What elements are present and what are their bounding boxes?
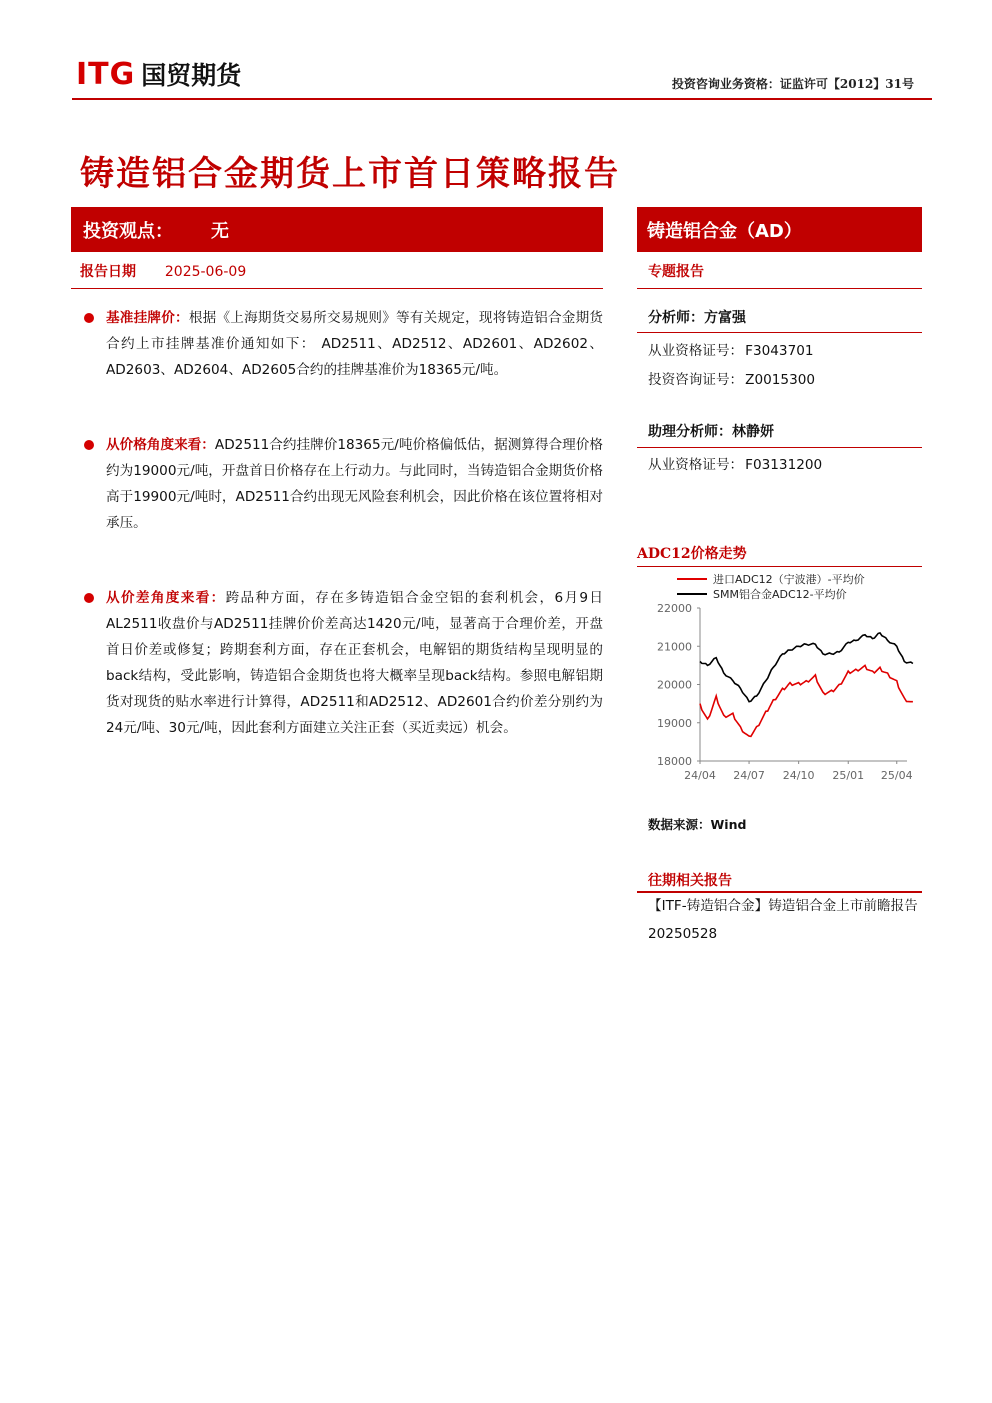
analyst-cert <box>648 339 814 359</box>
chart-top-rule <box>637 566 922 567</box>
report-title: 铸造铝合金期货上市首日策略报告 <box>80 154 620 194</box>
assistant-analyst-name: 助理分析师：林静妍 <box>648 424 774 440</box>
chart-title: ADC12价格走势 <box>637 546 747 562</box>
bullet-dot-icon <box>84 593 94 603</box>
header-divider <box>72 98 932 100</box>
y-tick-label: 22000 <box>657 602 692 615</box>
analyst-cert-value: F3043701 <box>745 343 814 359</box>
y-tick-label: 19000 <box>657 716 692 730</box>
assistant-divider <box>637 447 922 448</box>
advisory-cert <box>648 368 815 388</box>
bullet-item-price <box>84 432 603 536</box>
x-tick-label: 24/07 <box>733 769 765 782</box>
investment-view-value: 无 <box>211 220 229 242</box>
bullet-lead: 从价格角度来看： <box>106 437 215 453</box>
company-logo <box>76 56 241 92</box>
legend-label-1: 进口ADC12（宁波港）-平均价 <box>713 573 865 586</box>
bullet-item-benchmark <box>84 305 603 383</box>
logo-cn-text: 国贸期货 <box>141 61 242 90</box>
bullet-text: AD2511合约挂牌价18365元/吨价格偏低估，据测算得合理价格约为19000元/吨，开盘首日价格存在上行动力。与此同时，当铸造铝合金期货价格高于19900元/吨时，AD2511合约出现无风险套利机会，因此价格在该位置将相对承压。 <box>106 437 603 531</box>
price-chart-svg <box>637 568 922 790</box>
bullet-text: 根据《上海期货交易所交易规则》等有关规定，现将铸造铝合金期货合约上市挂牌基准价通知如下： AD2511、AD2512、AD2601、AD2602、AD2603、AD2604、AD2605合约的挂牌基准价为18365元/吨。 <box>106 310 604 378</box>
assistant-cert-value: F03131200 <box>745 457 823 473</box>
qualification-text: 投资咨询业务资格：证监许可【2012】31号 <box>671 77 914 91</box>
analyst-name: 分析师：方富强 <box>648 310 746 326</box>
related-reports-title: 往期相关报告 <box>648 873 732 889</box>
y-tick-label: 20000 <box>657 678 692 692</box>
report-date-row <box>80 261 246 281</box>
x-tick-label: 25/01 <box>832 769 865 782</box>
investment-view-banner <box>71 207 603 252</box>
bullet-dot-icon <box>84 313 94 323</box>
analyst-divider <box>637 332 922 333</box>
series-line-1 <box>700 665 913 736</box>
x-tick-label: 24/10 <box>782 769 815 782</box>
investment-view-label: 投资观点： <box>83 220 173 242</box>
report-date-value: 2025-06-09 <box>164 264 247 280</box>
x-tick-label: 24/04 <box>684 769 716 782</box>
report-type-label: 专题报告 <box>648 264 704 280</box>
product-banner: 铸造铝合金（AD） <box>637 207 922 252</box>
bullet-paragraph <box>106 585 603 741</box>
report-date-label: 报告日期 <box>80 264 136 280</box>
date-divider <box>71 288 603 289</box>
y-tick-label: 21000 <box>657 640 692 654</box>
bullet-paragraph <box>106 432 603 536</box>
bullet-lead: 基准挂牌价： <box>106 310 189 326</box>
bullet-paragraph <box>106 305 603 383</box>
price-chart <box>637 568 922 790</box>
advisory-cert-value: Z0015300 <box>745 372 816 388</box>
x-tick-label: 25/04 <box>880 769 913 782</box>
legend-label-2: SMM铝合金ADC12-平均价 <box>713 588 847 601</box>
bullet-text: 跨品种方面，存在多铸造铝合金空铝的套利机会，6月9日AL2511收盘价与AD2511挂牌价价差高达1420元/吨，显著高于合理价差，开盘首日价差或修复；跨期套利方面，存在正套机会，电解铝的期货结构呈现明显的back结构，受此影响，铸造铝合金期货也将大概率呈现back结构。参照电解铝期货对现货的贴水率进行计算得，AD2511和AD2512、AD2601合约价差分别约为24元/吨、30元/吨，因此套利方面建立关注正套（买近卖远）机会。 <box>106 590 604 736</box>
series-line-2 <box>700 633 913 702</box>
y-tick-label: 18000 <box>657 755 692 768</box>
report-type-divider <box>637 288 922 289</box>
assistant-cert-label: 从业资格证号： <box>648 457 744 473</box>
logo-itg-text: ITG <box>76 56 136 92</box>
bullet-lead: 从价差角度来看： <box>106 590 226 606</box>
related-report-item: 【ITF-铸造铝合金】铸造铝合金上市前瞻报告20250528 <box>648 898 918 942</box>
assistant-cert <box>648 453 822 473</box>
analyst-cert-label: 从业资格证号： <box>648 343 744 359</box>
advisory-cert-label: 投资咨询证号： <box>648 372 744 388</box>
bullet-item-spread <box>84 585 603 741</box>
bullet-dot-icon <box>84 440 94 450</box>
data-source: 数据来源：Wind <box>648 817 747 832</box>
